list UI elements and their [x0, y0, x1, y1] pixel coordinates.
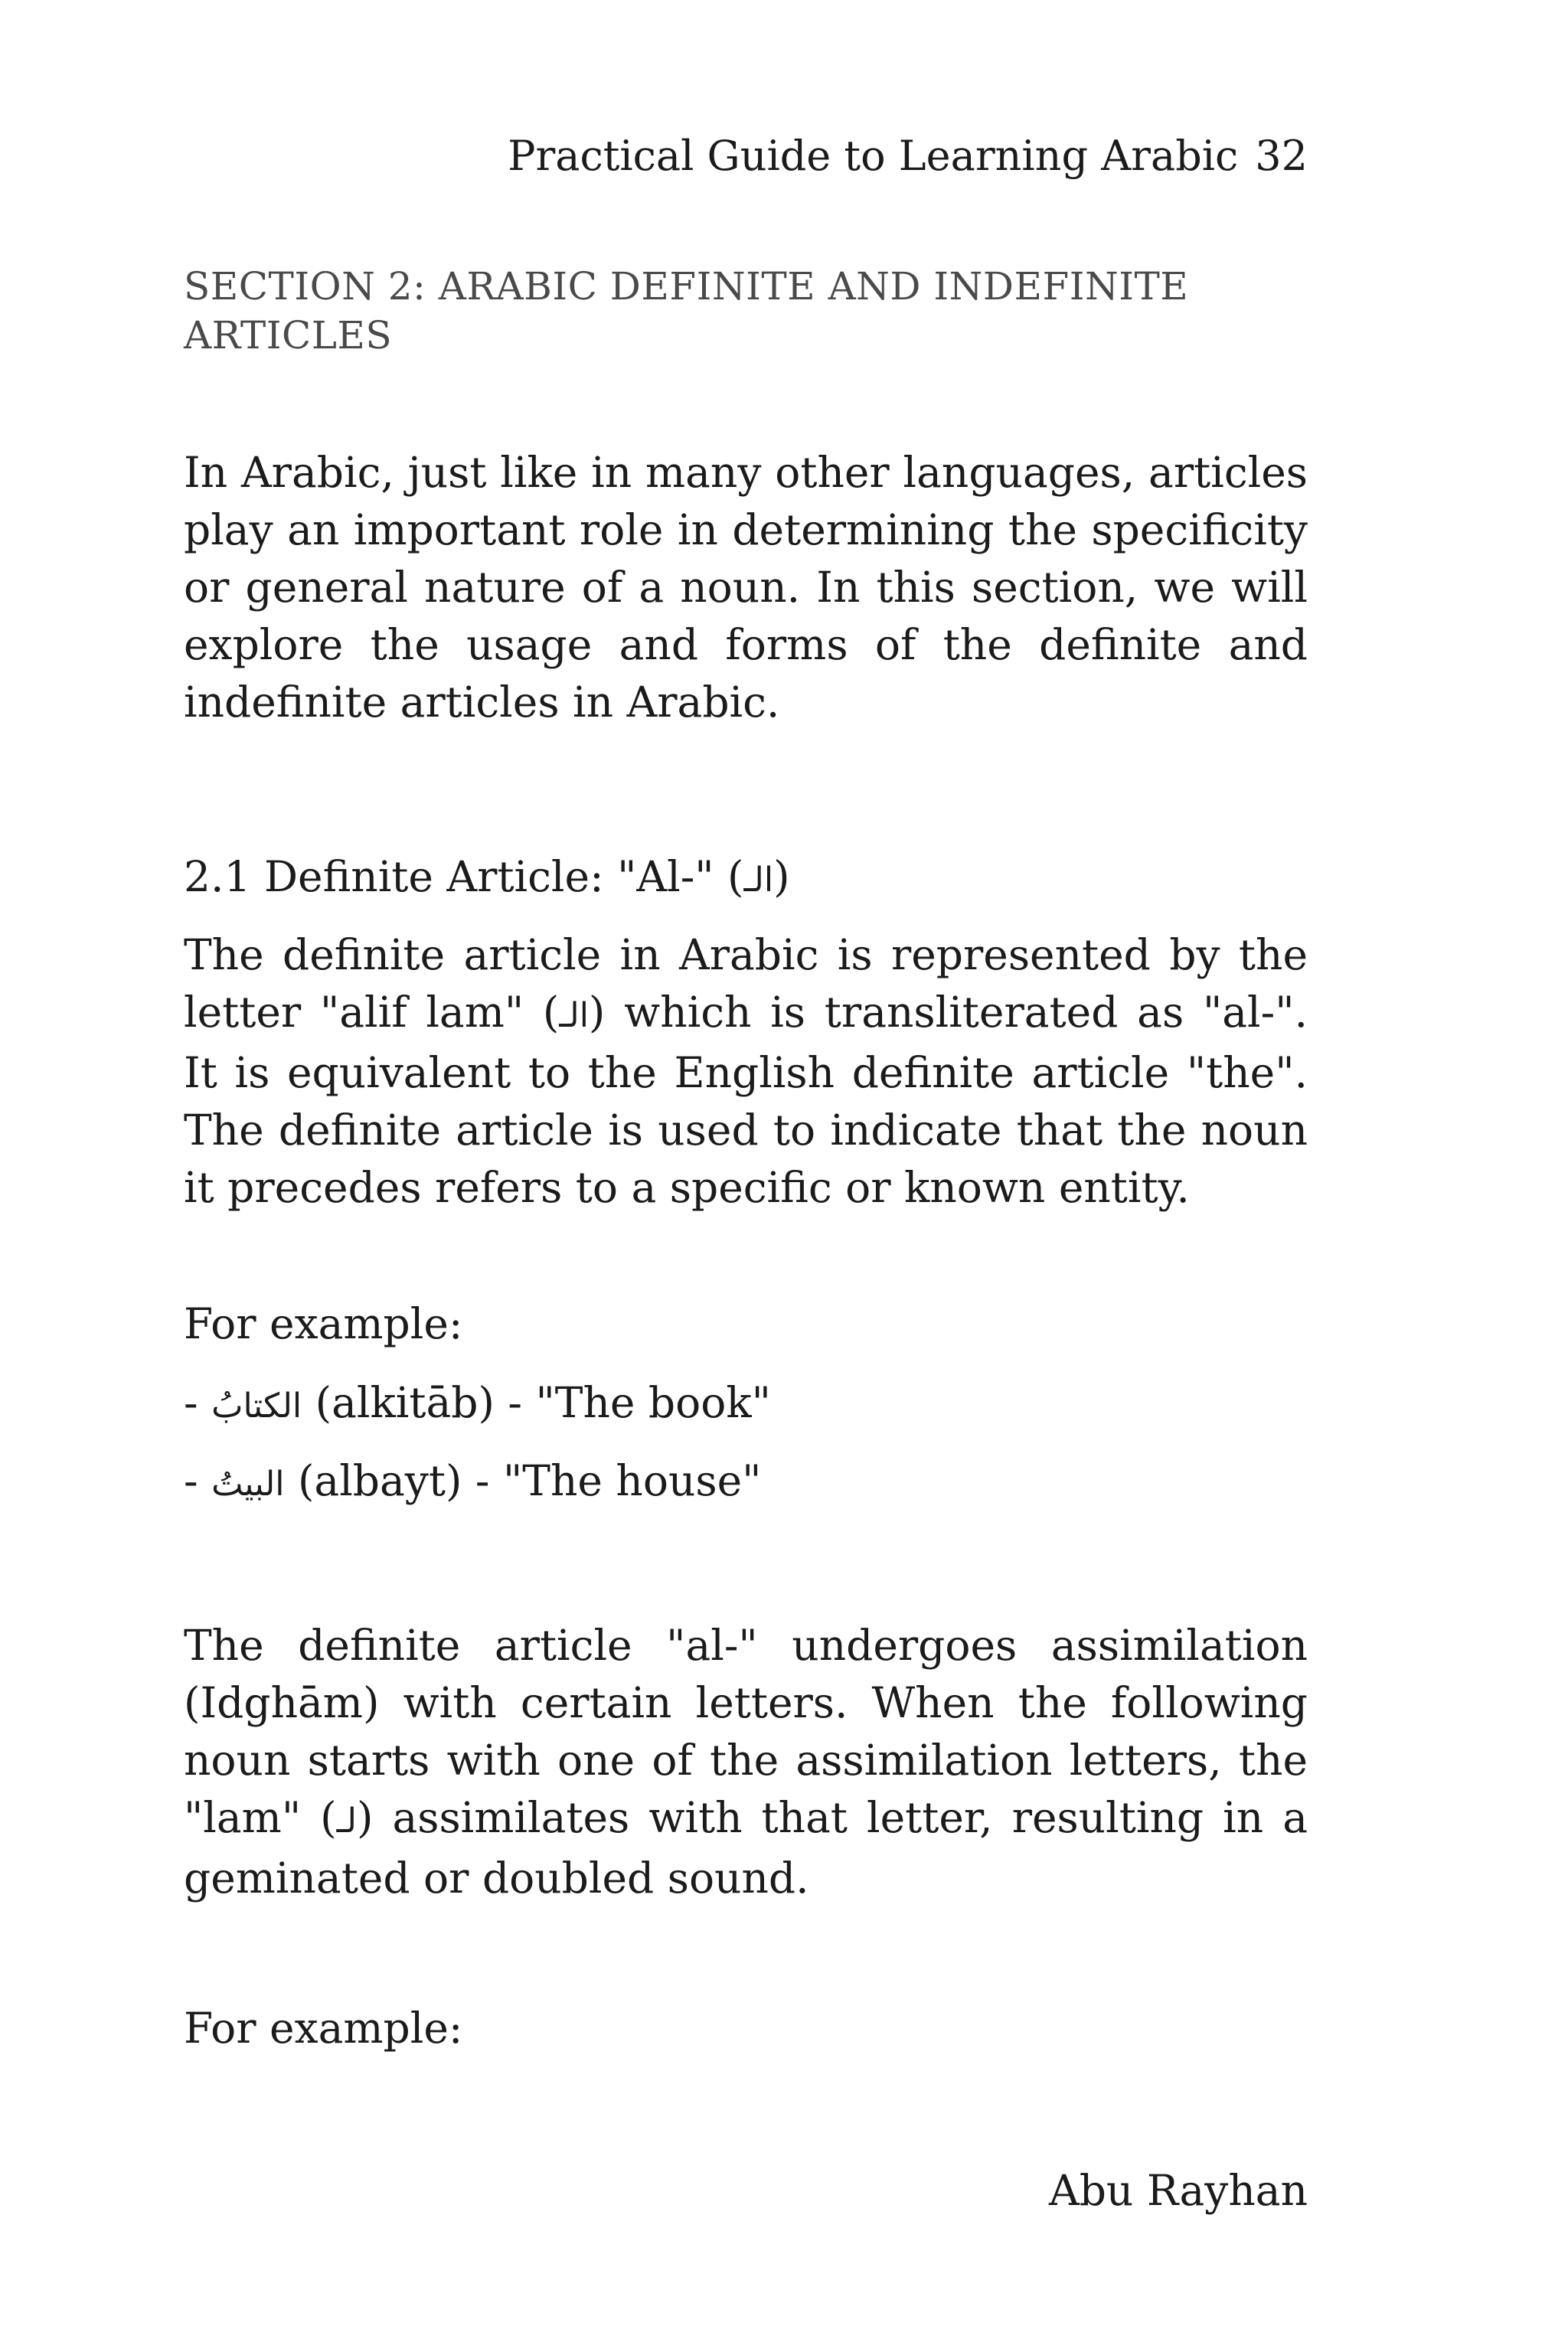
running-title: Practical Guide to Learning Arabic [508, 132, 1239, 180]
subsection-heading-suffix: ) [773, 852, 790, 901]
assimilation-paragraph-part2: ) assimilates with that letter, resulting in a geminated or doubled sound. [184, 1793, 1308, 1903]
running-header [184, 129, 1308, 184]
example-item [184, 1452, 1308, 1513]
example-arabic-word: الكتابُ [211, 1387, 302, 1426]
example-arabic-word: البيتُ [211, 1465, 285, 1504]
assimilation-paragraph-arabic: لـ [336, 1802, 357, 1841]
page-number: 32 [1255, 132, 1308, 180]
definite-paragraph-arabic: الـ [559, 996, 589, 1035]
example-label-1: For example: [184, 1299, 463, 1348]
example-label-2: For example: [184, 2004, 463, 2053]
definite-paragraph-part1: The definite article in Arabic is represented by the letter "alif lam" ( [184, 930, 1308, 1037]
footer-author: Abu Rayhan [1048, 2166, 1308, 2215]
example-dash: - [184, 1456, 212, 1505]
definite-paragraph-part2: ) which is transliterated as "al-". It is equivalent to the English definite article "the". The definite article is used to indicate that the noun it precedes refers to a specific or known entity. [184, 988, 1308, 1212]
subsection-heading [184, 848, 1308, 909]
assimilation-paragraph [184, 1617, 1308, 1907]
example-transliteration: (albayt) - "The house" [284, 1456, 762, 1505]
subsection-heading-arabic: الـ [743, 861, 774, 900]
example-item [184, 1374, 1308, 1435]
example-transliteration: (alkitāb) - "The book" [302, 1378, 771, 1427]
assimilation-paragraph-part1: The definite article "al-" undergoes assimilation (Idghām) with certain letters. When the following noun starts with one of the assimilation letters, the "lam" ( [184, 1621, 1308, 1842]
intro-paragraph: In Arabic, just like in many other languages, articles play an important role in determining the specificity or general nature of a noun. In this section, we will explore the usage and forms of the definite and indefinite articles in Arabic. [184, 448, 1308, 727]
subsection-heading-prefix: 2.1 Definite Article: "Al-" ( [184, 852, 744, 901]
definite-article-paragraph [184, 926, 1308, 1217]
section-title: SECTION 2: ARABIC DEFINITE AND INDEFINITE ARTICLES [184, 264, 1189, 358]
example-dash: - [184, 1378, 212, 1427]
